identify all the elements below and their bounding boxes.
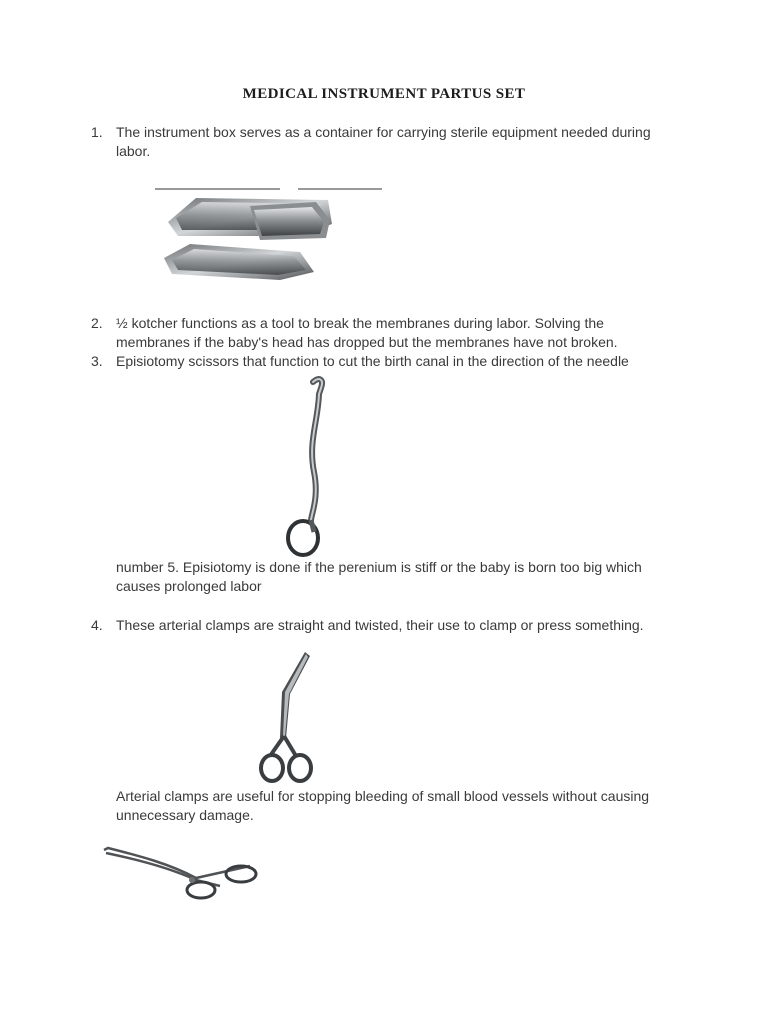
item-4-number: 4. [91,617,103,633]
arterial-clamp-curved-image [100,840,270,910]
half-kocher-image [278,372,338,562]
item-4-continuation: Arterial clamps are useful for stopping bleeding of small blood vessels without causing unnecessary damage. [116,788,650,823]
item-3-number: 3. [91,353,103,369]
item-1-number: 1. [91,124,103,140]
item-2-text: ½ kotcher functions as a tool to break the membranes during labor. Solving the membranes if the baby's head has dropped but the membranes have not broken. [116,315,618,350]
item-1-text: The instrument box serves as a container for carrying sterile equipment needed during labor. [116,124,651,159]
item-4-text: These arterial clamps are straight and twisted, their use to clamp or press something. [116,617,644,633]
item-2-number: 2. [91,315,103,331]
item-3-continuation: number 5. Episiotomy is done if the perenium is stiff or the baby is born too big which causes prolonged labor [116,559,642,594]
episiotomy-scissors-image [250,648,330,788]
item-3-text: Episiotomy scissors that function to cut the birth canal in the direction of the needle [116,353,629,369]
document-title: MEDICAL INSTRUMENT PARTUS SET [242,86,526,102]
instrument-box-image [150,180,390,290]
